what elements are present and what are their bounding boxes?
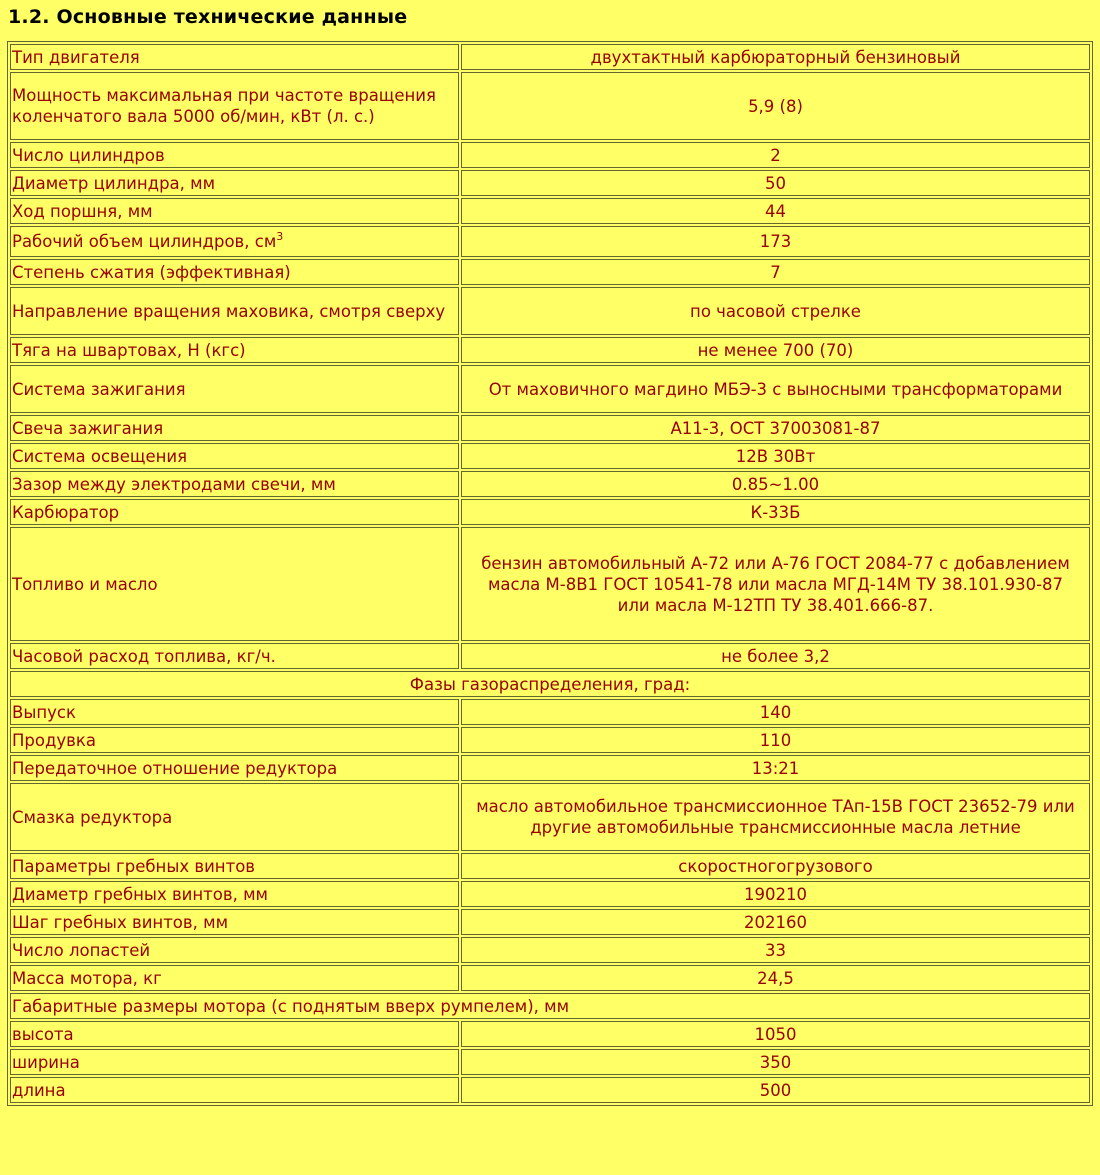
row-label: Число цилиндров [10,142,459,168]
row-label: Направление вращения маховика, смотря сверху [10,287,459,335]
table-row [10,337,1090,363]
row-label: Тяга на швартовах, Н (кгс) [10,337,459,363]
row-value: 173 [461,226,1090,257]
row-value: 140 [461,699,1090,725]
table-row [10,365,1090,413]
table-row [10,1077,1090,1103]
row-label: Степень сжатия (эффективная) [10,259,459,285]
table-row [10,226,1090,257]
row-label: Продувка [10,727,459,753]
row-label: Система зажигания [10,365,459,413]
row-label: Диаметр гребных винтов, мм [10,881,459,907]
section-header: Фазы газораспределения, град: [10,671,1090,697]
row-label: Параметры гребных винтов [10,853,459,879]
row-value: 1050 [461,1021,1090,1047]
row-value: 110 [461,727,1090,753]
table-row [10,471,1090,497]
row-value: двухтактный карбюраторный бензиновый [461,44,1090,70]
superscript: 3 [276,229,284,243]
row-label: Тип двигателя [10,44,459,70]
table-section-row [10,671,1090,697]
row-label: длина [10,1077,459,1103]
table-row [10,937,1090,963]
label-text: Рабочий объем цилиндров, см [12,232,277,251]
row-value: 24,5 [461,965,1090,991]
table-row [10,170,1090,196]
row-value: 12В 30Вт [461,443,1090,469]
table-row [10,853,1090,879]
specs-table [7,41,1093,1106]
table-row [10,965,1090,991]
table-row [10,527,1090,641]
table-row [10,198,1090,224]
row-label: Топливо и масло [10,527,459,641]
value-line: масла М-8В1 ГОСТ 10541-78 или масла МГД-14М ТУ 38.101.930-87 [487,574,1064,594]
row-value: 5,9 (8) [461,72,1090,140]
row-value [461,527,1090,641]
row-label: Ход поршня, мм [10,198,459,224]
value-line: или масла М-12ТП ТУ 38.401.666-87. [617,595,934,615]
row-label: Шаг гребных винтов, мм [10,909,459,935]
table-row [10,443,1090,469]
table-row [10,699,1090,725]
table-row [10,727,1090,753]
table-row [10,415,1090,441]
table-row [10,783,1090,851]
page-title: 1.2. Основные технические данные [8,6,408,28]
row-value: 2 [461,142,1090,168]
table-row [10,499,1090,525]
row-label: Диаметр цилиндра, мм [10,170,459,196]
table-section-row [10,993,1090,1019]
row-value: 33 [461,937,1090,963]
table-row [10,287,1090,335]
row-value: масло автомобильное трансмиссионное ТАп-15В ГОСТ 23652-79 или другие автомобильные трансмиссионные масла летние [461,783,1090,851]
table-row [10,44,1090,70]
table-row [10,142,1090,168]
row-value: 50 [461,170,1090,196]
table-row [10,755,1090,781]
row-value: 202160 [461,909,1090,935]
table-row [10,881,1090,907]
row-value: скоростногогрузового [461,853,1090,879]
row-label: Карбюратор [10,499,459,525]
table-row [10,72,1090,140]
row-value: К-33Б [461,499,1090,525]
row-label: Мощность максимальная при частоте вращения коленчатого вала 5000 об/мин, кВт (л. с.) [10,72,459,140]
row-value: 190210 [461,881,1090,907]
row-label: Смазка редуктора [10,783,459,851]
table-row [10,643,1090,669]
row-value: по часовой стрелке [461,287,1090,335]
table-row [10,909,1090,935]
row-value: 500 [461,1077,1090,1103]
table-row [10,1021,1090,1047]
row-value: 7 [461,259,1090,285]
row-value: не менее 700 (70) [461,337,1090,363]
row-label: Выпуск [10,699,459,725]
table-row [10,259,1090,285]
row-label: высота [10,1021,459,1047]
table-row [10,1049,1090,1075]
row-label: Свеча зажигания [10,415,459,441]
row-value: 44 [461,198,1090,224]
row-value: не более 3,2 [461,643,1090,669]
row-label: ширина [10,1049,459,1075]
row-value: А11-3, ОСТ 37003081-87 [461,415,1090,441]
row-label: Часовой расход топлива, кг/ч. [10,643,459,669]
row-label: Зазор между электродами свечи, мм [10,471,459,497]
section-header: Габаритные размеры мотора (с поднятым вверх румпелем), мм [10,993,1090,1019]
row-label: Масса мотора, кг [10,965,459,991]
row-value: 350 [461,1049,1090,1075]
row-value: От маховичного магдино МБЭ-3 с выносными трансформаторами [461,365,1090,413]
row-label: Система освещения [10,443,459,469]
row-value: 0.85~1.00 [461,471,1090,497]
value-line: бензин автомобильный А-72 или А-76 ГОСТ 2084-77 с добавлением [481,553,1070,573]
row-label: Число лопастей [10,937,459,963]
row-label: Передаточное отношение редуктора [10,755,459,781]
row-value: 13:21 [461,755,1090,781]
row-label [10,226,459,257]
